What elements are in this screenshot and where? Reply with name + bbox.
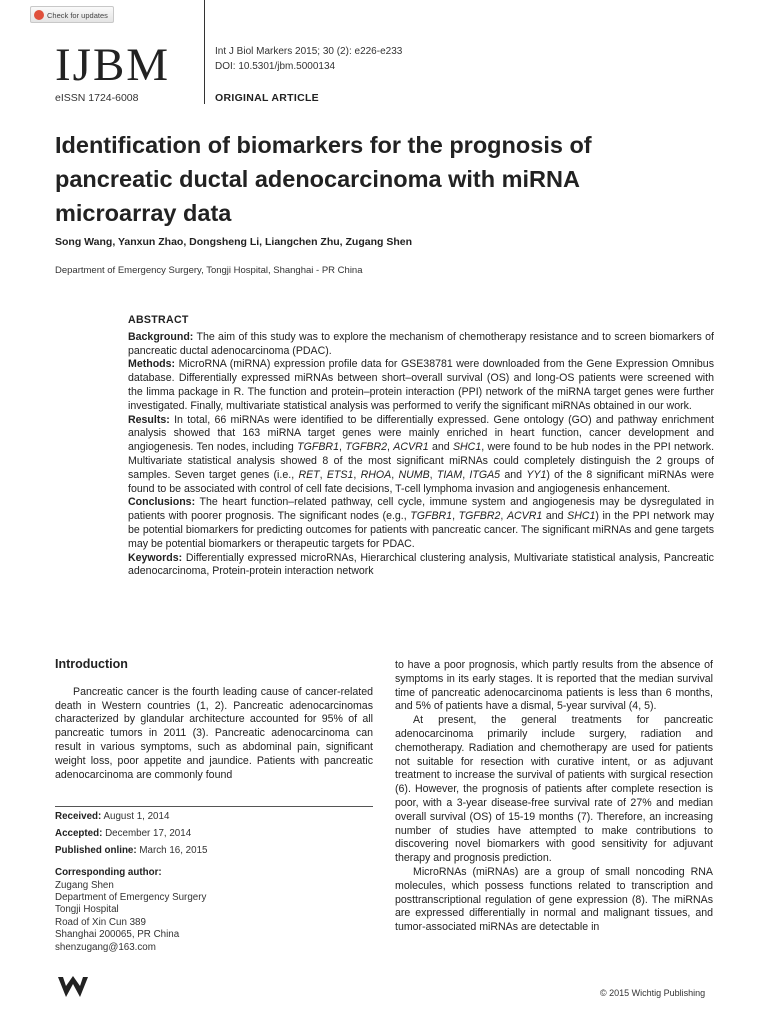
wichtig-logo-icon <box>58 976 88 998</box>
article-metadata <box>55 811 373 954</box>
authors: Song Wang, Yanxun Zhao, Dongsheng Li, Liangchen Zhu, Zugang Shen <box>55 236 412 248</box>
introduction-paragraph-1-continued: to have a poor prognosis, which partly results from the absence of symptoms in its early stages. It is reported that the median survival time of pancreatic adenocarcinoma patients is less than 6 months, and 5% of patients have a dismal, 5-year survival (4, 5). <box>395 659 713 713</box>
received-date: Received: August 1, 2014 <box>55 811 170 822</box>
header-divider <box>204 0 205 104</box>
introduction-paragraph-3: MicroRNAs (miRNAs) are a group of small noncoding RNA molecules, which possess functions related to transcription and posttranscriptional regulation of gene expression (8). The miRNAs are expressed differentially in normal and malignant tissues, and tumor-associated miRNAs are detectable in <box>395 865 713 934</box>
update-icon <box>34 10 44 20</box>
citation: Int J Biol Markers 2015; 30 (2): e226-e233 <box>215 46 403 57</box>
introduction-paragraph-2: At present, the general treatments for pancreatic adenocarcinoma primarily include surgery, radiation and chemotherapy. Radiation and chemotherapy are used for patients not suitable for resection with curative intent, or as adjuvant treatment to increase the survival of patients with surgical resection (6). However, the prognosis of patients after complete resection is poor, with a 3-year disease-free survival rate of 27% and median overall survival (OS) of 15-19 months (7). Therefore, an increasing number of studies have attempted to make contributions to discovering novel biomarkers with good sensitivity for adjuvant therapy and prognosis prediction. <box>395 714 713 865</box>
abstract-keywords: Keywords: Differentially expressed microRNAs, Hierarchical clustering analysis, Multivariate statistical analysis, Pancreatic adenocarcinoma, Protein-protein interaction network <box>128 551 714 578</box>
check-for-updates-label: Check for updates <box>47 11 108 20</box>
published-date: Published online: March 16, 2015 <box>55 844 208 856</box>
abstract-background: Background: The aim of this study was to explore the mechanism of chemotherapy resistance and to screen biomarkers of pancreatic ductal adenocarcinoma (PDAC). <box>128 330 714 357</box>
introduction-heading: Introduction <box>55 657 128 671</box>
accepted-date: Accepted: December 17, 2014 <box>55 827 192 839</box>
address-line: Department of Emergency Surgery <box>55 892 207 904</box>
journal-logo: IJBM <box>55 39 171 91</box>
corresponding-author-label: Corresponding author: <box>55 867 162 879</box>
copyright: © 2015 Wichtig Publishing <box>600 988 706 998</box>
author-email[interactable]: shenzugang@163.com <box>55 941 156 953</box>
abstract-heading: ABSTRACT <box>128 314 189 326</box>
abstract-conclusions: Conclusions: The heart function–related pathway, cell cycle, immune system and angiogenesis may be dysregulated in patients with poorer prognosis. The significant nodes (e.g., TGFBR1, TGFBR2, ACVR1 and SHC1) in the PPI network may be potential biomarkers for predicting outcomes for patients with pancreatic cancer. The significant miRNAs and gene targets may be potential biomarkers or therapeutic targets for PDAC. <box>128 496 714 550</box>
check-for-updates-badge[interactable] <box>30 6 114 23</box>
doi: DOI: 10.5301/jbm.5000134 <box>215 61 336 72</box>
abstract-results: Results: In total, 66 miRNAs were identified to be differentially expressed. Gene ontology (GO) and pathway enrichment analysis showed that 163 miRNA target genes were mainly enriched in heart function, cancer development and angiogenesis. Ten nodes, including TGFBR1, TGFBR2, ACVR1 and SHC1, were found to be hub nodes in the PPI network. Multivariate statistical analysis showed 8 of the most significant miRNAs could completely distinguish the 2 groups of samples. Seven target genes (i.e., RET, ETS1, RHOA, NUMB, TIAM, ITGA5 and YY1) of the 8 significant miRNAs were found to be associated with control of cell fate decisions, T-cell lymphoma invasion and angiogenesis enhancement. <box>128 413 715 495</box>
introduction-paragraph-1: Pancreatic cancer is the fourth leading cause of cancer-related death in Western countries (1, 2). Pancreatic adenocarcinomas characterized by glandular architecture accounted for 95% of all pancreatic tumors in 2011 (3). Pancreatic adenocarcinoma can result in various symptoms, such as abdominal pain, significant weight loss, poor appetite and jaundice. Patients with pancreatic adenocarcinoma are commonly found <box>55 685 373 781</box>
metadata-divider <box>55 806 373 807</box>
address-line: Tongji Hospital <box>55 904 119 916</box>
article-title: Identification of biomarkers for the prognosis of pancreatic ductal adenocarcinoma with miRNA microarray data <box>55 132 592 226</box>
article-type: ORIGINAL ARTICLE <box>215 92 319 104</box>
eissn: eISSN 1724-6008 <box>55 92 139 104</box>
introduction-left-column <box>55 658 373 782</box>
abstract <box>128 314 714 579</box>
affiliation: Department of Emergency Surgery, Tongji Hospital, Shanghai - PR China <box>55 265 363 276</box>
journal-reference <box>215 44 402 74</box>
introduction-right-column <box>395 659 713 935</box>
address-line: Zugang Shen <box>55 879 114 891</box>
address-line: Shanghai 200065, PR China <box>55 929 180 941</box>
abstract-methods: Methods: MicroRNA (miRNA) expression profile data for GSE38781 were downloaded from the Gene Expression Omnibus database. Differentially expressed miRNAs between short–overall survival (OS) and long-OS patients were screened with the limma package in R. The function and protein–protein interaction (PPI) network of the miRNA target genes were further investigated. Finally, multivariate statistical analysis was performed to verify the significant miRNAs obtained in our work. <box>128 358 714 412</box>
address-line: Road of Xin Cun 389 <box>55 916 146 928</box>
